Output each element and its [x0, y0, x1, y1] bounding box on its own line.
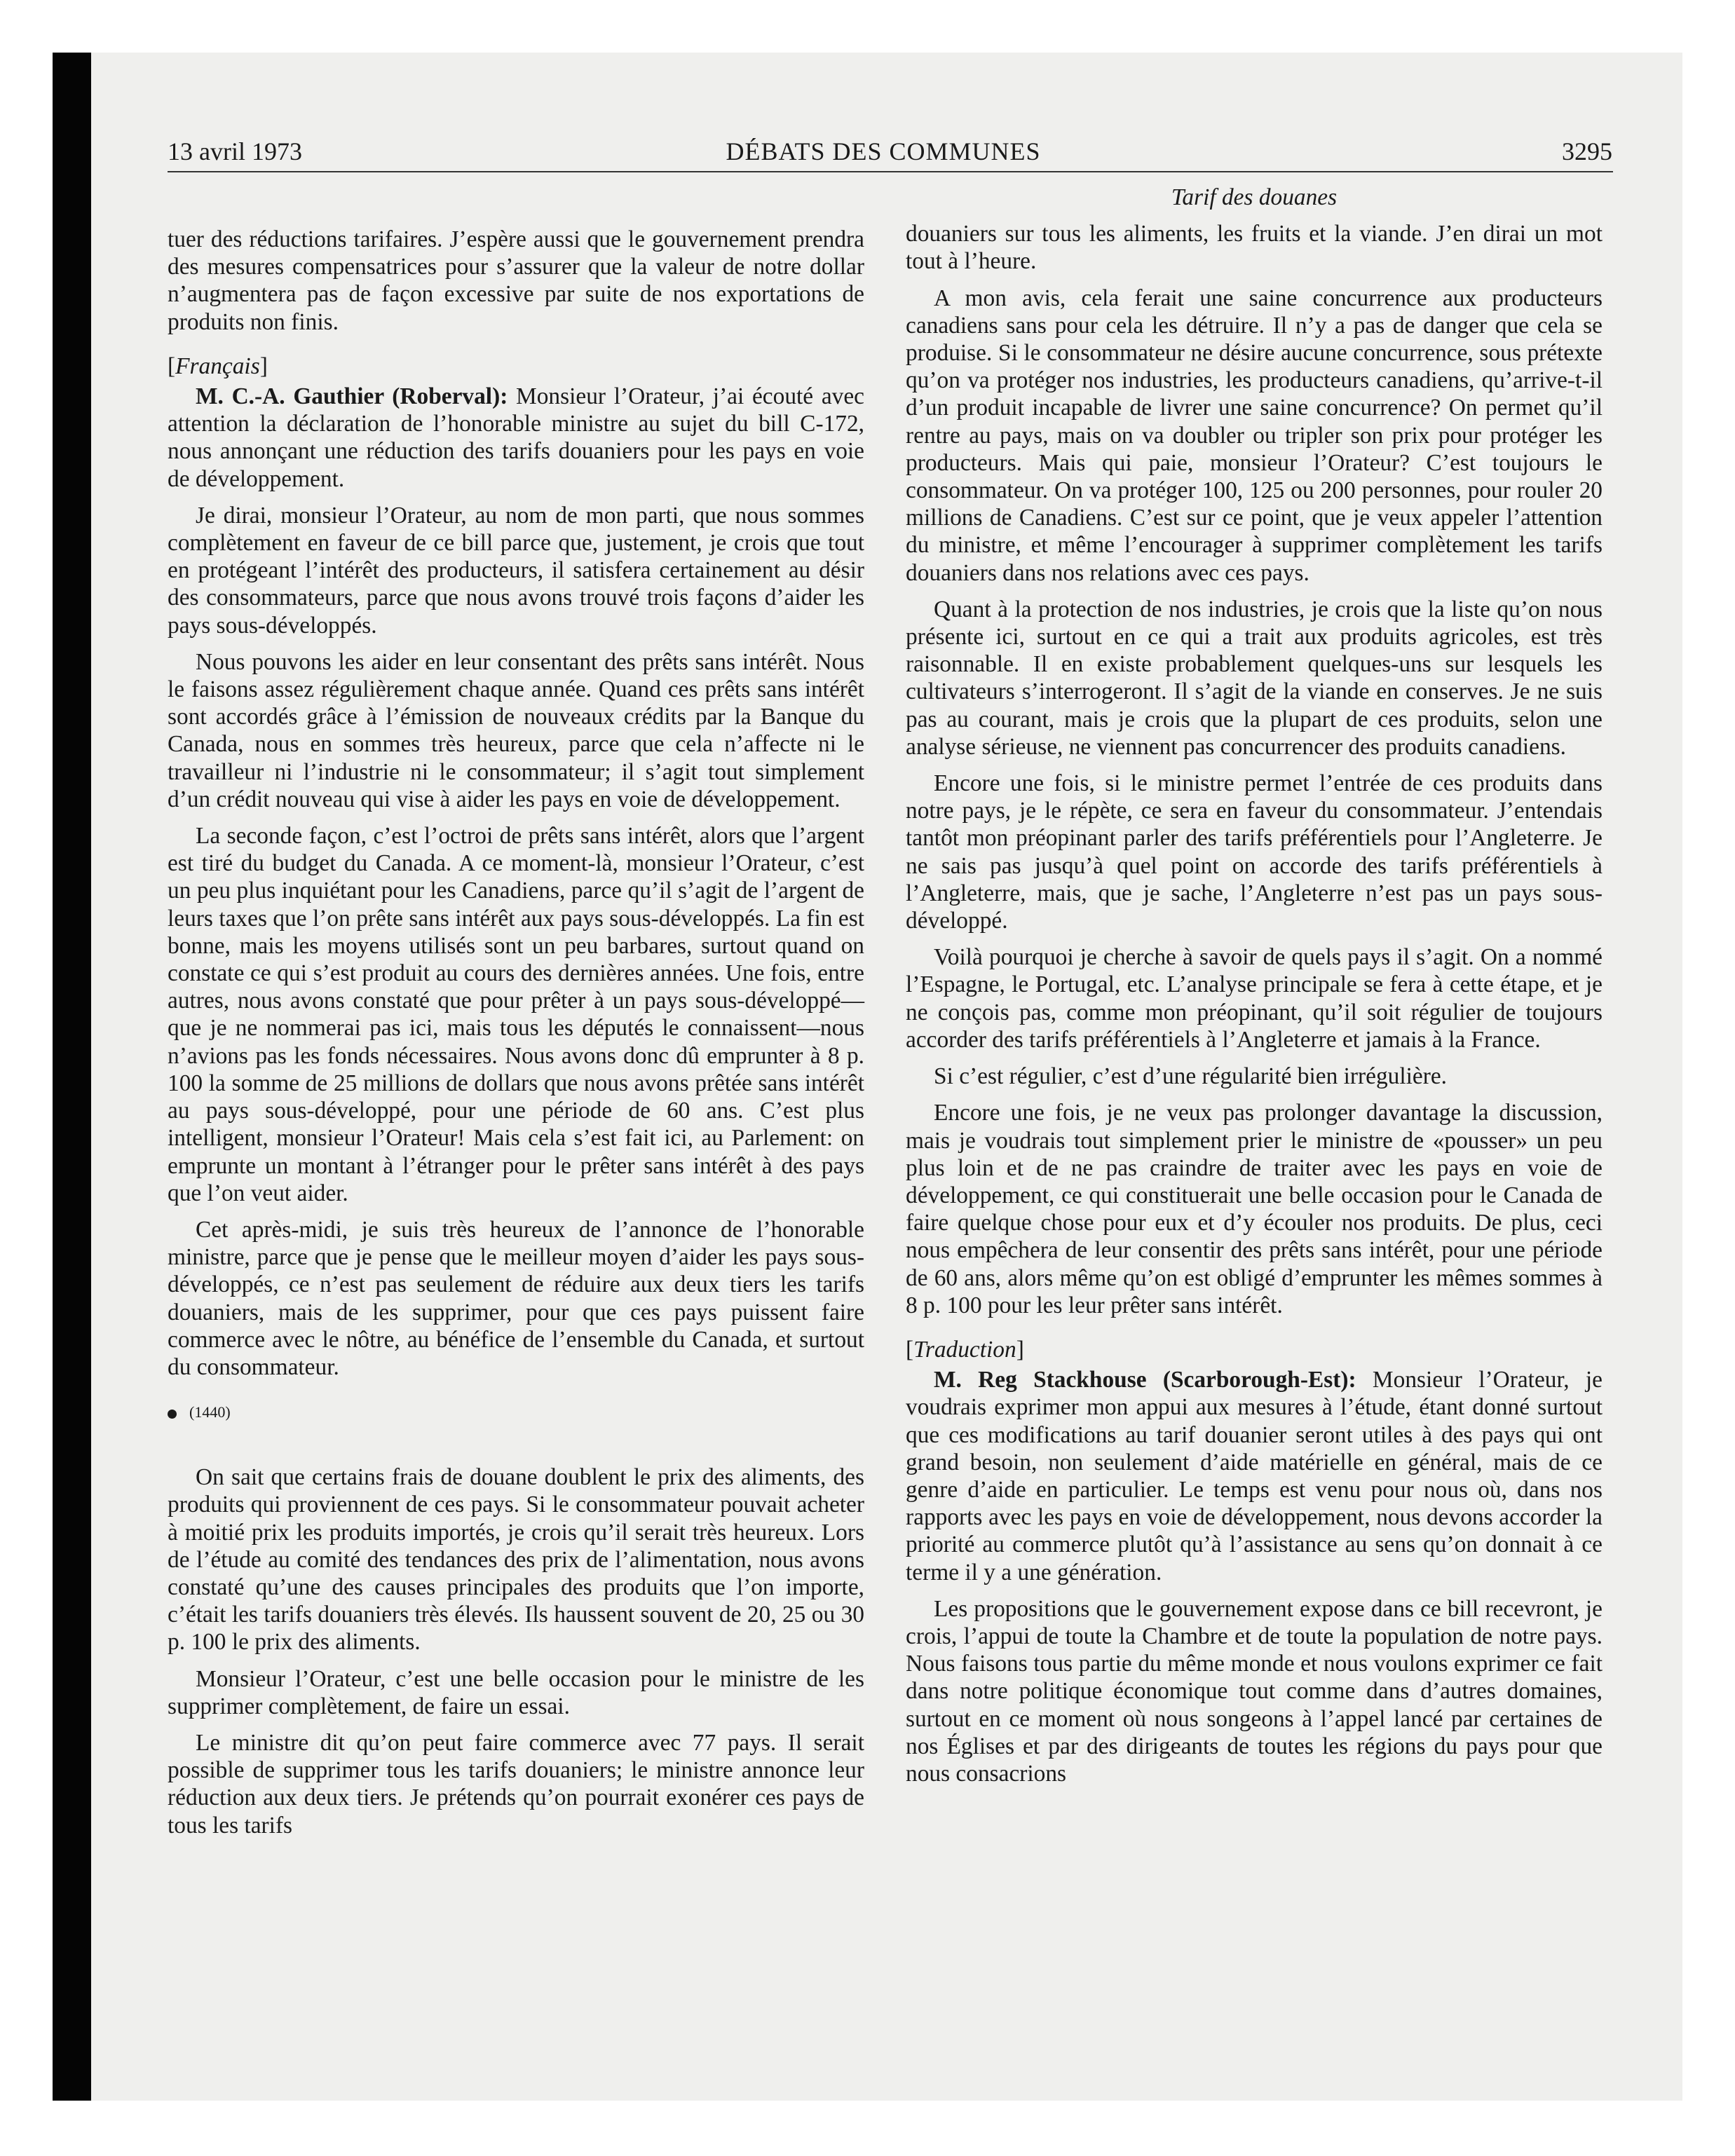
paragraph: Si c’est régulier, c’est d’une régularité bien irrégulière.: [934, 1063, 1448, 1090]
paragraph: Quant à la protection de nos industries, je crois que la liste qu’on nous présente ici, surtout en ce qui a trait aux produits agricoles, est très raisonnable. Il en existe probablement quelques-uns sur lesquels les cultivateurs s’interrogeront. Il s’agit de la viande en conserves. Je ne suis pas au courant, mais je crois que la plupart de ces produits, selon une analyse sérieuse, ne viennent pas concurrencer des produits canadiens.: [906, 596, 1603, 760]
speech-text: Monsieur l’Orateur, je voudrais exprimer mon appui aux mesures à l’étude, étant donné surtout que ces modifications au tarif douanier seront utiles à des pays qui ont grand besoin, non seulement d’aide matérielle en général, mais de ce genre d’aide en particulier. Le temps est venu pour nous où, dans nos rapports avec les pays en voie de développement, nous devons accorder la priorité au commerce plutôt qu’à l’assistance au sens qu’on donnait à ce terme il y a une génération.: [906, 1367, 1603, 1585]
paragraph: Voilà pourquoi je cherche à savoir de quels pays il s’agit. On a nommé l’Espagne, le Portugal, etc. L’analyse principale se fera à cette étape, et je ne conçois pas, comme mon préopinant, qu’il soit régulier de toujours accorder des tarifs préférentiels à l’Angleterre et jamais à la France.: [906, 944, 1603, 1053]
time-marker-text: (1440): [189, 1403, 231, 1421]
paragraph: Encore une fois, si le ministre permet l’entrée de ces produits dans notre pays, je le répète, ce sera en faveur du consommateur. J’entendais tantôt mon préopinant parler des tarifs préférentiels pour l’Angleterre. Je ne sais pas jusqu’à quel point on accorde des tarifs préférentiels à l’Angleterre, mais, que je sache, l’Angleterre n’est pas un pays sous-développé.: [906, 770, 1603, 934]
speech-paragraph: [168, 383, 864, 493]
paragraph: Je dirai, monsieur l’Orateur, au nom de mon parti, que nous sommes complètement en faveur de ce bill parce que, justement, je crois que tout en protégeant l’intérêt des producteurs, il satisfera certainement au désir des consommateurs, parce que nous avons trouvé trois façons d’aider les pays sous-développés.: [168, 502, 864, 639]
paragraph: tuer des réductions tarifaires. J’espère aussi que le gouvernement prendra des mesures compensatrices pour s’assurer que la valeur de notre dollar n’augmentera pas de façon excessive par suite de nos exportations de produits non finis.: [168, 226, 864, 335]
paragraph: La seconde façon, c’est l’octroi de prêts sans intérêt, alors que l’argent est tiré du budget du Canada. A ce moment-là, monsieur l’Orateur, c’est un peu plus inquiétant pour les Canadiens, parce qu’il s’agit de l’argent de leurs taxes que l’on prête sans intérêt aux pays sous-développés. La fin est bonne, mais les moyens utilisés sont un peu barbares, surtout quand on constate ce qui s’est produit au cours des dernières années. Une fois, entre autres, nous avons constaté que pour prêter à un pays sous-développé—que je ne nommerai pas ici, mais tous les députés le connaissent—nous n’avions pas les fonds nécessaires. Nous avons donc dû emprunter à 8 p. 100 la somme de 25 millions de dollars que nous avons prêtée sans intérêt au pays sous-développé, pour une période de 60 ans. C’est plus intelligent, monsieur l’Orateur! Mais cela s’est fait ici, au Parlement: on emprunte un montant à l’étranger pour le prêter sans intérêt à des pays que l’on veut aider.: [168, 823, 864, 1206]
speech-text: Monsieur l’Orateur, j’ai écouté avec attention la déclaration de l’honorable ministre au sujet du bill C-172, nous annonçant une réduction des tarifs douaniers pour les pays en voie de développement.: [168, 383, 864, 492]
speech-paragraph: [906, 1366, 1603, 1586]
bracket: ]: [1016, 1336, 1024, 1363]
running-title: Tarif des douanes: [1171, 184, 1338, 210]
bracket: [: [168, 353, 176, 379]
bullet-icon: [168, 1410, 177, 1419]
left-column: [168, 226, 864, 1839]
bracket: ]: [259, 353, 268, 379]
paragraph: On sait que certains frais de douane doublent le prix des aliments, des produits qui proviennent de ces pays. Si le consommateur pouvait acheter à moitié prix les produits importés, je crois qu’il serait très heureux. Lors de l’étude au comité des tendances des prix de l’alimentation, nous avons constaté qu’une des causes principales des produits que l’on importe, c’était les tarifs douaniers très élevés. Ils haussent souvent de 20, 25 ou 30 p. 100 le prix des aliments.: [168, 1464, 864, 1656]
language-label: Français: [175, 353, 260, 379]
header-title: DÉBATS DES COMMUNES: [726, 137, 1041, 165]
paragraph: Cet après-midi, je suis très heureux de l’annonce de l’honorable ministre, parce que je pense que le meilleur moyen d’aider les pays sous-développés, ce n’est pas seulement de réduire aux deux tiers les tarifs douaniers, mais de les supprimer, pour que ces pays puissent faire commerce avec le nôtre, au bénéfice de l’ensemble du Canada, et surtout du consommateur.: [168, 1216, 864, 1380]
header-rule: [168, 171, 1613, 172]
bracket: [: [906, 1336, 914, 1363]
paragraph: Encore une fois, je ne veux pas prolonger davantage la discussion, mais je voudrais tout simplement prier le ministre de «pousser» un peu plus loin et de ne pas craindre de traiter avec les pays en voie de développement, ce qui constituerait une belle occasion pour le Canada de faire quelque chose pour eux et d’y écouler nos produits. De plus, ceci nous empêchera de leur consentir des prêts sans intérêt, pour une période de 60 ans, alors même qu’on est obligé d’emprunter les mêmes sommes à 8 p. 100 pour les leur prêter sans intérêt.: [906, 1100, 1603, 1318]
language-tag: [906, 1336, 1603, 1363]
paragraph: Monsieur l’Orateur, c’est une belle occasion pour le ministre de les supprimer complètement, de faire un essai.: [168, 1665, 864, 1719]
scan-binding-edge: [53, 53, 91, 2101]
header-page-number: 3295: [1562, 137, 1612, 165]
paragraph: A mon avis, cela ferait une saine concurrence aux producteurs canadiens sans pour cela les détruire. Il n’y a pas de danger que cela se produise. Si le consommateur ne désire aucune concurrence, sous prétexte qu’on va protéger nos industries, les producteurs canadiens, qu’arrive-t-il d’un produit incapable de livrer une saine concurrence? On permet qu’il rentre au pays, mais on va doubler ou tripler son prix pour protéger les producteurs. Mais qui paie, monsieur l’Orateur? C’est toujours le consommateur. On va protéger 100, 125 ou 200 personnes, pour rouler 20 millions de Canadiens. C’est sur ce point, que je veux appeler l’attention du ministre, et même l’encourager à supprimer complètement les tarifs douaniers dans nos relations avec ces pays.: [906, 285, 1603, 586]
time-marker: [168, 1402, 864, 1423]
language-label: Traduction: [913, 1336, 1016, 1363]
paragraph: douaniers sur tous les aliments, les fruits et la viande. J’en dirai un mot tout à l’heure.: [906, 221, 1603, 275]
speaker-name: M. C.-A. Gauthier (Roberval):: [196, 383, 508, 410]
header-date: 13 avril 1973: [168, 137, 302, 165]
paragraph: Le ministre dit qu’on peut faire commerce avec 77 pays. Il serait possible de supprimer tous les tarifs douaniers; le ministre annonce leur réduction aux deux tiers. Je prétends qu’on pourrait exonérer ces pays de tous les tarifs: [168, 1729, 864, 1838]
paragraph: Nous pouvons les aider en leur consentant des prêts sans intérêt. Nous le faisons assez régulièrement chaque année. Quand ces prêts sans intérêt sont accordés grâce à l’émission de nouveaux crédits par la Banque du Canada, nous en sommes très heureux, parce que cela n’affecte ni le travailleur ni l’industrie ni le consommateur; il s’agit tout simplement d’un crédit nouveau qui vise à aider les pays en voie de développement.: [168, 648, 864, 812]
paragraph: Les propositions que le gouvernement expose dans ce bill recevront, je crois, l’appui de toute la Chambre et de toute la population de notre pays. Nous faisons tous partie du même monde et nous voulons exprimer ce fait dans notre politique économique tout comme dans d’autres domaines, surtout en ce moment où nous songeons à l’appel lancé par certaines de nos Églises et par des dirigeants de toutes les régions du pays pour que nous consacrions: [906, 1595, 1603, 1787]
right-column: [906, 184, 1603, 1787]
language-tag: [168, 353, 864, 380]
speaker-name: M. Reg Stackhouse (Scarborough-Est):: [934, 1367, 1356, 1393]
